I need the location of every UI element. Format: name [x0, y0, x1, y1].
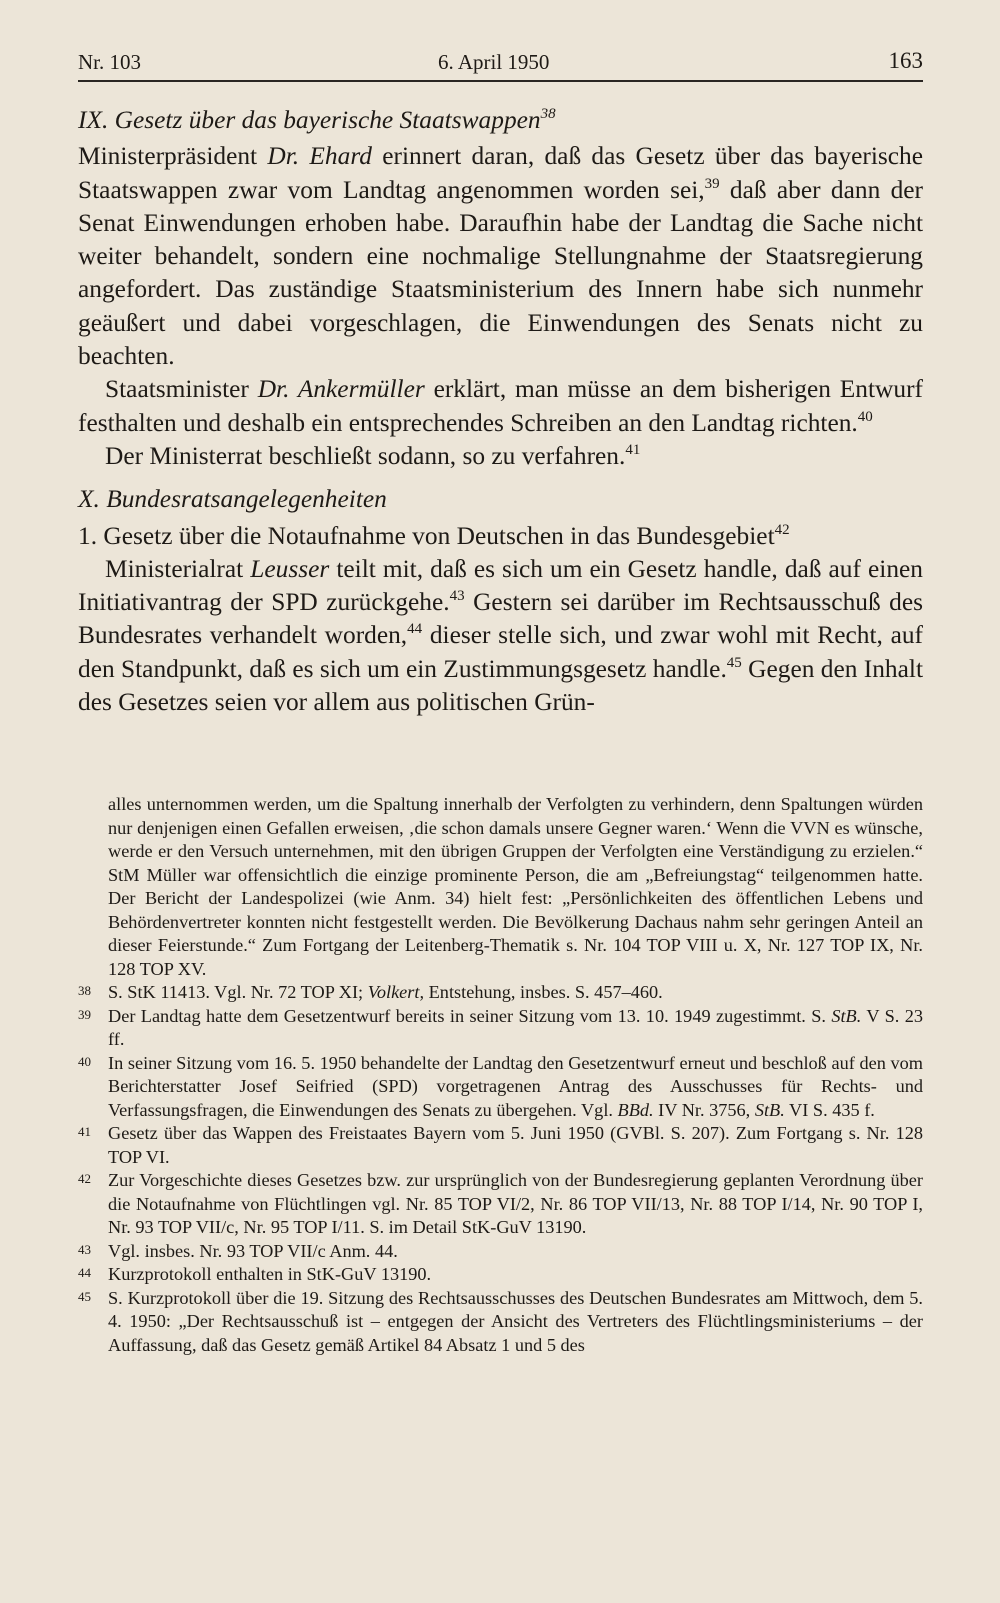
source-abbreviation: StB. [831, 1005, 862, 1026]
footnotes [78, 793, 923, 1357]
agenda-item-1 [78, 520, 923, 553]
footnote-text: Kurzprotokoll enthalten in StK-GuV 13190. [108, 1264, 432, 1284]
footnote-number: 43 [78, 1241, 91, 1257]
footnote-text: VI S. 435 f. [784, 1099, 875, 1120]
footnote-text: Der Landtag hatte dem Gesetzentwurf bereits in seiner Sitzung vom 13. 10. 1949 zugestimmt. S. [108, 1005, 832, 1026]
text-run: erklärt, man müsse an dem bisherigen Entwurf festhalten und deshalb ein entsprechendes Schreiben an den Landtag richten. [78, 375, 924, 437]
footnote-ref-38[interactable]: 38 [540, 106, 556, 122]
footnote-39 [78, 1005, 923, 1052]
text-run: Ministerialrat [105, 554, 251, 583]
footnote-ref-39[interactable]: 39 [704, 175, 720, 192]
section-x-heading: X. Bundesratsangelegenheiten [78, 485, 387, 514]
text-run: dieser stelle sich, und zwar wohl mit Recht, auf den Standpunkt, daß es sich um ein Zustimmungsgesetz handle. [78, 621, 923, 683]
running-header [78, 46, 923, 82]
footnote-text: Vgl. insbes. Nr. 93 TOP VII/c Anm. 44. [108, 1240, 398, 1261]
footnote-text: V S. 23 ff. [108, 1005, 923, 1049]
footnote-number: 38 [78, 983, 91, 998]
footnote-number: 41 [78, 1124, 91, 1139]
text-run: Der Ministerrat beschließt sodann, so zu verfahren. [105, 441, 626, 470]
text-run: daß aber dann der Senat Einwendungen erhoben habe. Daraufhin habe der Landtag die Sache nicht weiter behandelt, sondern eine nochmalige Stellungnahme der Staatsregierung angefordert. Das zuständige Staatsministerium des Innern habe sich nunmehr geäußert und dabei vorgeschlagen, die Einwendungen des Senats nicht zu beachten. [78, 175, 923, 371]
person-title: Dr. [267, 142, 300, 171]
footnote-ref-45[interactable]: 45 [726, 654, 742, 671]
source-abbreviation: BBd. [617, 1099, 654, 1120]
footnote-45 [78, 1287, 923, 1358]
footnote-text: alles unternommen werden, um die Spaltung innerhalb der Verfolgten zu verhindern, denn Spaltungen würden nur denjenigen einen Gefallen erweisen, ‚die schon damals unsere Gegner waren.‘ Wenn die VVN es wünsche, werde er den Versuch unternehmen, mit den übrigen Gruppen der Verfolgten eine Verständigung zu erzielen.“ StM Müller war offensichtlich die einzige prominente Person, die am „Befreiungstag“ teilgenommen hatte. Der Bericht der Landespolizei (wie Anm. 34) hielt fest: „Persönlichkeiten des öffentlichen Lebens und Behördenvertreter konnten nicht festgestellt werden. Die Bevölkerung Dachaus nahm sehr geringen Anteil an dieser Feierstunde.“ Zum Fortgang der Leitenberg-Thematik s. Nr. 104 TOP VIII u. X, Nr. 127 TOP IX, Nr. 128 TOP XV. [108, 794, 923, 979]
main-text [78, 104, 923, 719]
person-name-ankermueller: Ankermüller [289, 375, 425, 404]
footnote-ref-40[interactable]: 40 [857, 408, 873, 425]
footnote-text: IV Nr. 3756, [653, 1099, 755, 1120]
footnote-ref-43[interactable]: 43 [449, 588, 465, 605]
footnote-text: In seiner Sitzung vom 16. 5. 1950 behandelte der Landtag den Gesetzentwurf erneut und beschloß auf den vom Berichterstatter Josef Seifried (SPD) vorgetragenen Antrag des Ausschusses für Rechts- und Verfassungsfragen, die Einwendungen des Senats zu übergehen. Vgl. [108, 1052, 923, 1120]
footnote-ref-42[interactable]: 42 [774, 521, 790, 538]
footnote-number: 45 [78, 1288, 91, 1304]
footnote-40 [78, 1052, 923, 1123]
person-name-leusser: Leusser [250, 554, 330, 583]
text-run: teilt mit, daß es sich um ein Gesetz handle, daß auf einen Initiativantrag der SPD zurückgehe. [78, 554, 924, 617]
paragraph-leusser [78, 553, 923, 719]
footnote-number: 44 [78, 1265, 91, 1280]
footnote-text: S. StK 11413. Vgl. Nr. 72 TOP XI; [108, 982, 368, 1002]
person-name-ehard: Ehard [299, 142, 372, 171]
footnote-44 [78, 1263, 923, 1287]
document-number: Nr. 103 [78, 50, 141, 74]
footnote-continuation [78, 793, 923, 981]
footnote-43 [78, 1240, 923, 1264]
footnote-ref-44[interactable]: 44 [407, 621, 423, 638]
text-run: Staatsminister [105, 375, 258, 404]
source-abbreviation: StB. [754, 1099, 785, 1120]
footnote-text: Gesetz über das Wappen des Freistaates Bayern vom 5. Juni 1950 (GVBl. S. 207). Zum Fortgang s. Nr. 128 TOP VI. [108, 1123, 923, 1167]
footnote-number: 42 [78, 1171, 91, 1186]
footnote-number: 40 [78, 1053, 91, 1069]
section-ix-title: IX. Gesetz über das bayerische Staatswappen [78, 106, 541, 134]
footnote-ref-41[interactable]: 41 [625, 441, 641, 458]
person-title: Dr. [257, 375, 290, 404]
author-name: Volkert, [367, 982, 425, 1002]
text-run: Ministerpräsident [78, 142, 268, 171]
text-run: Gegen den Inhalt des Gesetzes seien vor allem aus politischen Grün- [78, 654, 923, 717]
paragraph-resolution [78, 440, 923, 473]
footnote-text: S. Kurzprotokoll über die 19. Sitzung des Rechtsausschusses des Deutschen Bundesrates am Mittwoch, dem 5. 4. 1950: „Der Rechtsausschuß ist – entgegen der Ansicht des Vertreters des Flüchtlingsministeriums – der Auffassung, daß das Gesetz gemäß Artikel 84 Absatz 1 und 5 des [108, 1287, 923, 1355]
session-date: 6. April 1950 [438, 50, 550, 74]
footnote-text: Entstehung, insbes. S. 457–460. [424, 982, 663, 1002]
footnote-number: 39 [78, 1006, 91, 1022]
text-run: erinnert daran, daß das Gesetz über das bayerische Staatswappen zwar vom Landtag angenommen worden sei, [78, 142, 923, 204]
text-run: 1. Gesetz über die Notaufnahme von Deutschen in das Bundesgebiet [78, 521, 775, 550]
footnote-38 [78, 981, 923, 1005]
footnote-text: Zur Vorgeschichte dieses Gesetzes bzw. zur ursprünglich von der Bundesregierung geplanten Verordnung über die Notaufnahme von Flüchtlingen vgl. Nr. 85 TOP VI/2, Nr. 86 TOP VII/13, Nr. 88 TOP I/14, Nr. 90 TOP I, Nr. 93 TOP VII/c, Nr. 95 TOP I/11. S. im Detail StK-GuV 13190. [108, 1170, 923, 1237]
text-run: Gestern sei darüber im Rechtsausschuß des Bundesrates verhandelt worden, [78, 588, 923, 650]
paragraph-ehard [78, 140, 923, 373]
footnote-42 [78, 1169, 923, 1240]
paragraph-ankermueller [78, 373, 923, 440]
section-ix-heading [78, 104, 923, 137]
footnote-41 [78, 1122, 923, 1169]
page-number: 163 [888, 48, 923, 73]
